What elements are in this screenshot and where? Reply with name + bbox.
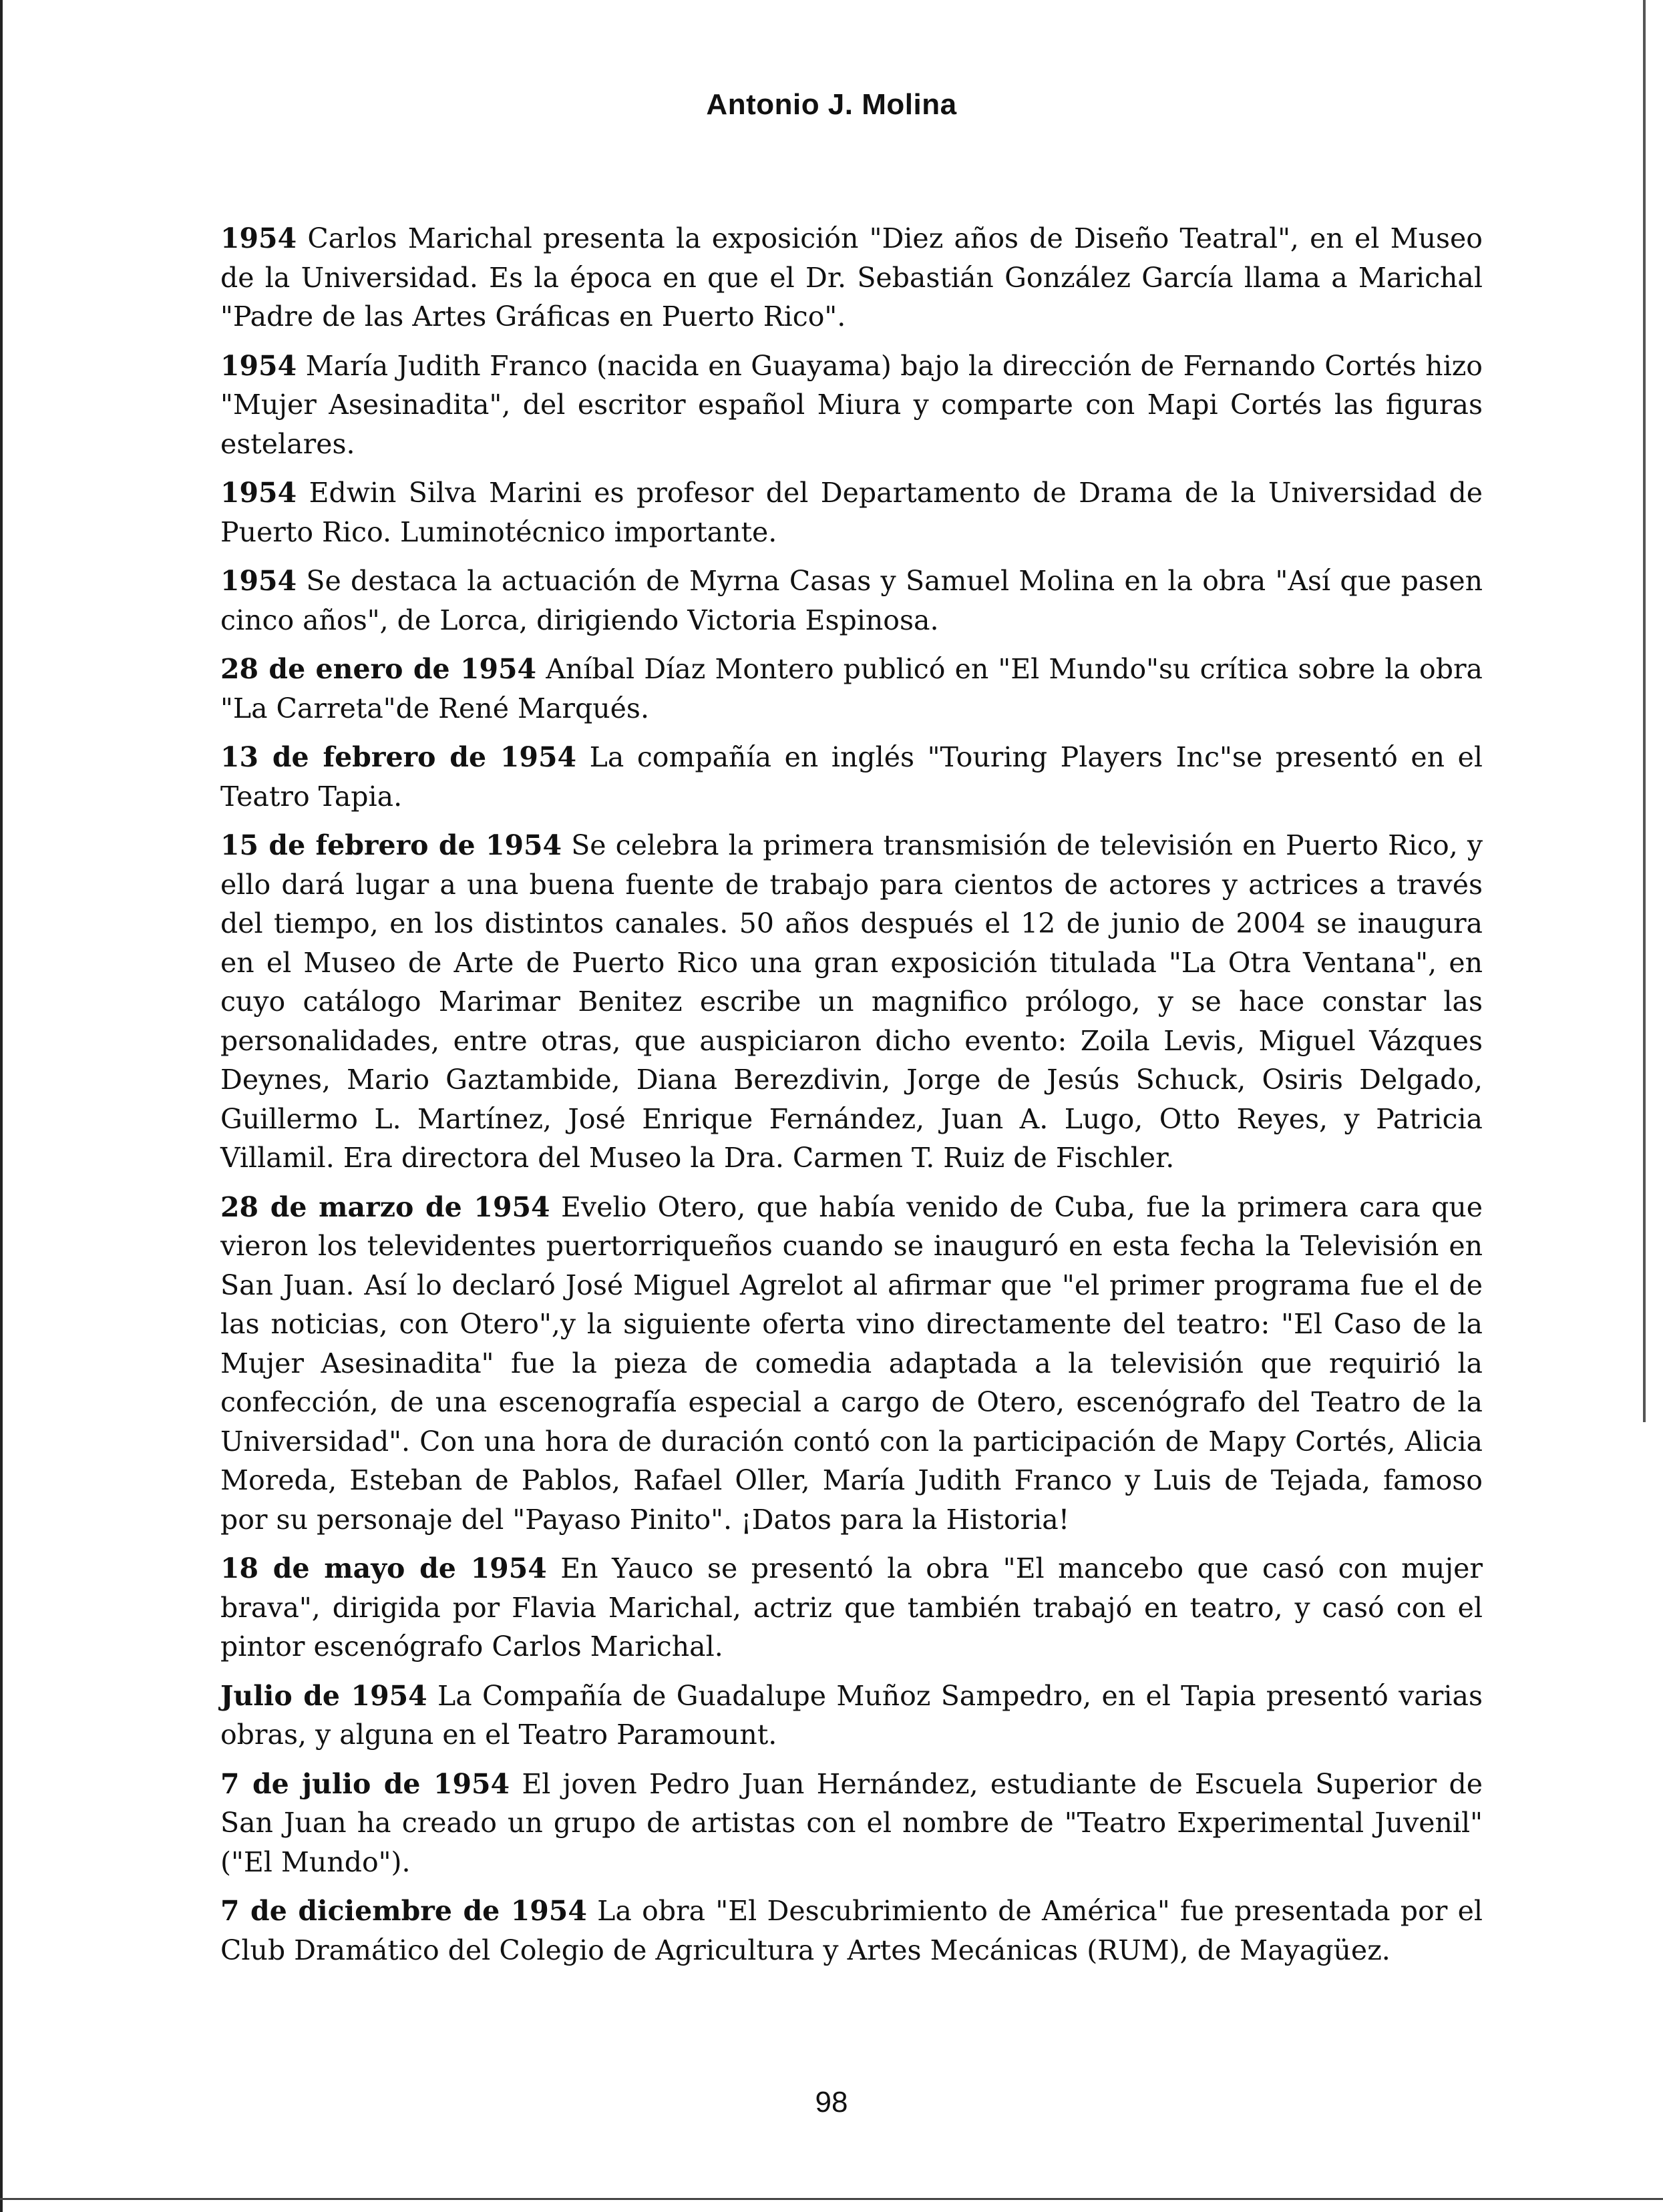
chronology-entry (220, 219, 1483, 337)
entry-text: La Compañía de Guadalupe Muñoz Sampedro, en el Tapia presentó varias obras, y alguna en el Teatro Paramount. (220, 1679, 1483, 1751)
entry-date: 1954 (220, 349, 297, 382)
entry-date: 7 de diciembre de 1954 (220, 1895, 587, 1927)
chronology-entry (220, 1677, 1483, 1755)
entry-date: 1954 (220, 477, 297, 509)
chronology-entry (220, 826, 1483, 1178)
entry-text: La compañía en inglés "Touring Players Inc"se presentó en el Teatro Tapia. (220, 741, 1483, 813)
entry-date: 1954 (220, 222, 297, 254)
running-head: Antonio J. Molina (706, 88, 957, 121)
chronology-entry (220, 650, 1483, 728)
entry-text: El joven Pedro Juan Hernández, estudiante de Escuela Superior de San Juan ha creado un grupo de artistas con el nombre de "Teatro Experimental Juvenil" ("El Mundo"). (220, 1767, 1483, 1878)
entry-text: María Judith Franco (nacida en Guayama) bajo la dirección de Fernando Cortés hizo "Mujer Asesinadita", del escritor español Miura y comparte con Mapi Cortés las figuras estelares. (220, 349, 1483, 460)
entry-date: 15 de febrero de 1954 (220, 829, 562, 861)
entry-text: Edwin Silva Marini es profesor del Departamento de Drama de la Universidad de Puerto Rico. Luminotécnico importante. (220, 477, 1483, 548)
entry-date: 1954 (220, 565, 297, 597)
entry-text: La obra "El Descubrimiento de América" fue presentada por el Club Dramático del Colegio de Agricultura y Artes Mecánicas (RUM), de Mayagüez. (220, 1895, 1483, 1966)
entry-date: 18 de mayo de 1954 (220, 1552, 547, 1584)
entry-date: 28 de marzo de 1954 (220, 1190, 550, 1223)
entry-date: 28 de enero de 1954 (220, 653, 537, 685)
entry-text: Evelio Otero, que había venido de Cuba, fue la primera cara que vieron los televidentes puertorriqueños cuando se inauguró en esta fecha la Televisión en San Juan. Así lo declaró José Miguel Agrelot al afirmar que "el primer programa fue el de las noticias, con Otero",y la siguiente oferta vino directamente del teatro: "El Caso de la Mujer Asesinadita" fue la pieza de comedia adaptada a la televisión que requirió la confección, de una escenografía especial a cargo de Otero, escenógrafo del Teatro de la Universidad". Con una hora de duración contó con la participación de Mapy Cortés, Alicia Moreda, Esteban de Pablos, Rafael Oller, María Judith Franco y Luis de Tejada, famoso por su personaje del "Payaso Pinito". ¡Datos para la Historia! (220, 1190, 1483, 1536)
chronology-entry (220, 1892, 1483, 1970)
chronology-entry (220, 473, 1483, 551)
chronology-entry (220, 738, 1483, 816)
chronology-entry (220, 1549, 1483, 1667)
page-number: 98 (815, 2086, 848, 2119)
chronology-entry (220, 1188, 1483, 1540)
page-border-left (0, 0, 3, 2212)
page-border-right (1643, 0, 1646, 1422)
entry-text: Carlos Marichal presenta la exposición "Diez años de Diseño Teatral", en el Museo de la Universidad. Es la época en que el Dr. Sebastián González García llama a Marichal "Padre de las Artes Gráficas en Puerto Rico". (220, 222, 1483, 333)
entry-text: Se celebra la primera transmisión de televisión en Puerto Rico, y ello dará lugar a una buena fuente de trabajo para cientos de actores y actrices a través del tiempo, en los distintos canales. 50 años después el 12 de junio de 2004 se inaugura en el Museo de Arte de Puerto Rico una gran exposición titulada "La Otra Ventana", en cuyo catálogo Marimar Benitez escribe un magnifico prólogo, y se hace constar las personalidades, entre otras, que auspiciaron dicho evento: Zoila Levis, Miguel Vázques Deynes, Mario Gaztambide, Diana Berezdivin, Jorge de Jesús Schuck, Osiris Delgado, Guillermo L. Martínez, José Enrique Fernández, Juan A. Lugo, Otto Reyes, y Patricia Villamil. Era directora del Museo la Dra. Carmen T. Ruiz de Fischler. (220, 829, 1483, 1174)
entry-text: Se destaca la actuación de Myrna Casas y Samuel Molina en la obra "Así que pasen cinco años", de Lorca, dirigiendo Victoria Espinosa. (220, 565, 1483, 636)
chronology-body (220, 219, 1483, 1980)
entry-text: En Yauco se presentó la obra "El mancebo que casó con mujer brava", dirigida por Flavia Marichal, actriz que también trabajó en teatro, y casó con el pintor escenógrafo Carlos Marichal. (220, 1552, 1483, 1663)
entry-date: Julio de 1954 (220, 1679, 427, 1712)
chronology-entry (220, 562, 1483, 640)
page-border-bottom (0, 2198, 1663, 2200)
entry-date: 7 de julio de 1954 (220, 1767, 510, 1800)
entry-date: 13 de febrero de 1954 (220, 741, 576, 773)
chronology-entry (220, 1765, 1483, 1882)
entry-text: Aníbal Díaz Montero publicó en "El Mundo"su crítica sobre la obra "La Carreta"de René Marqués. (220, 653, 1483, 724)
chronology-entry (220, 347, 1483, 464)
